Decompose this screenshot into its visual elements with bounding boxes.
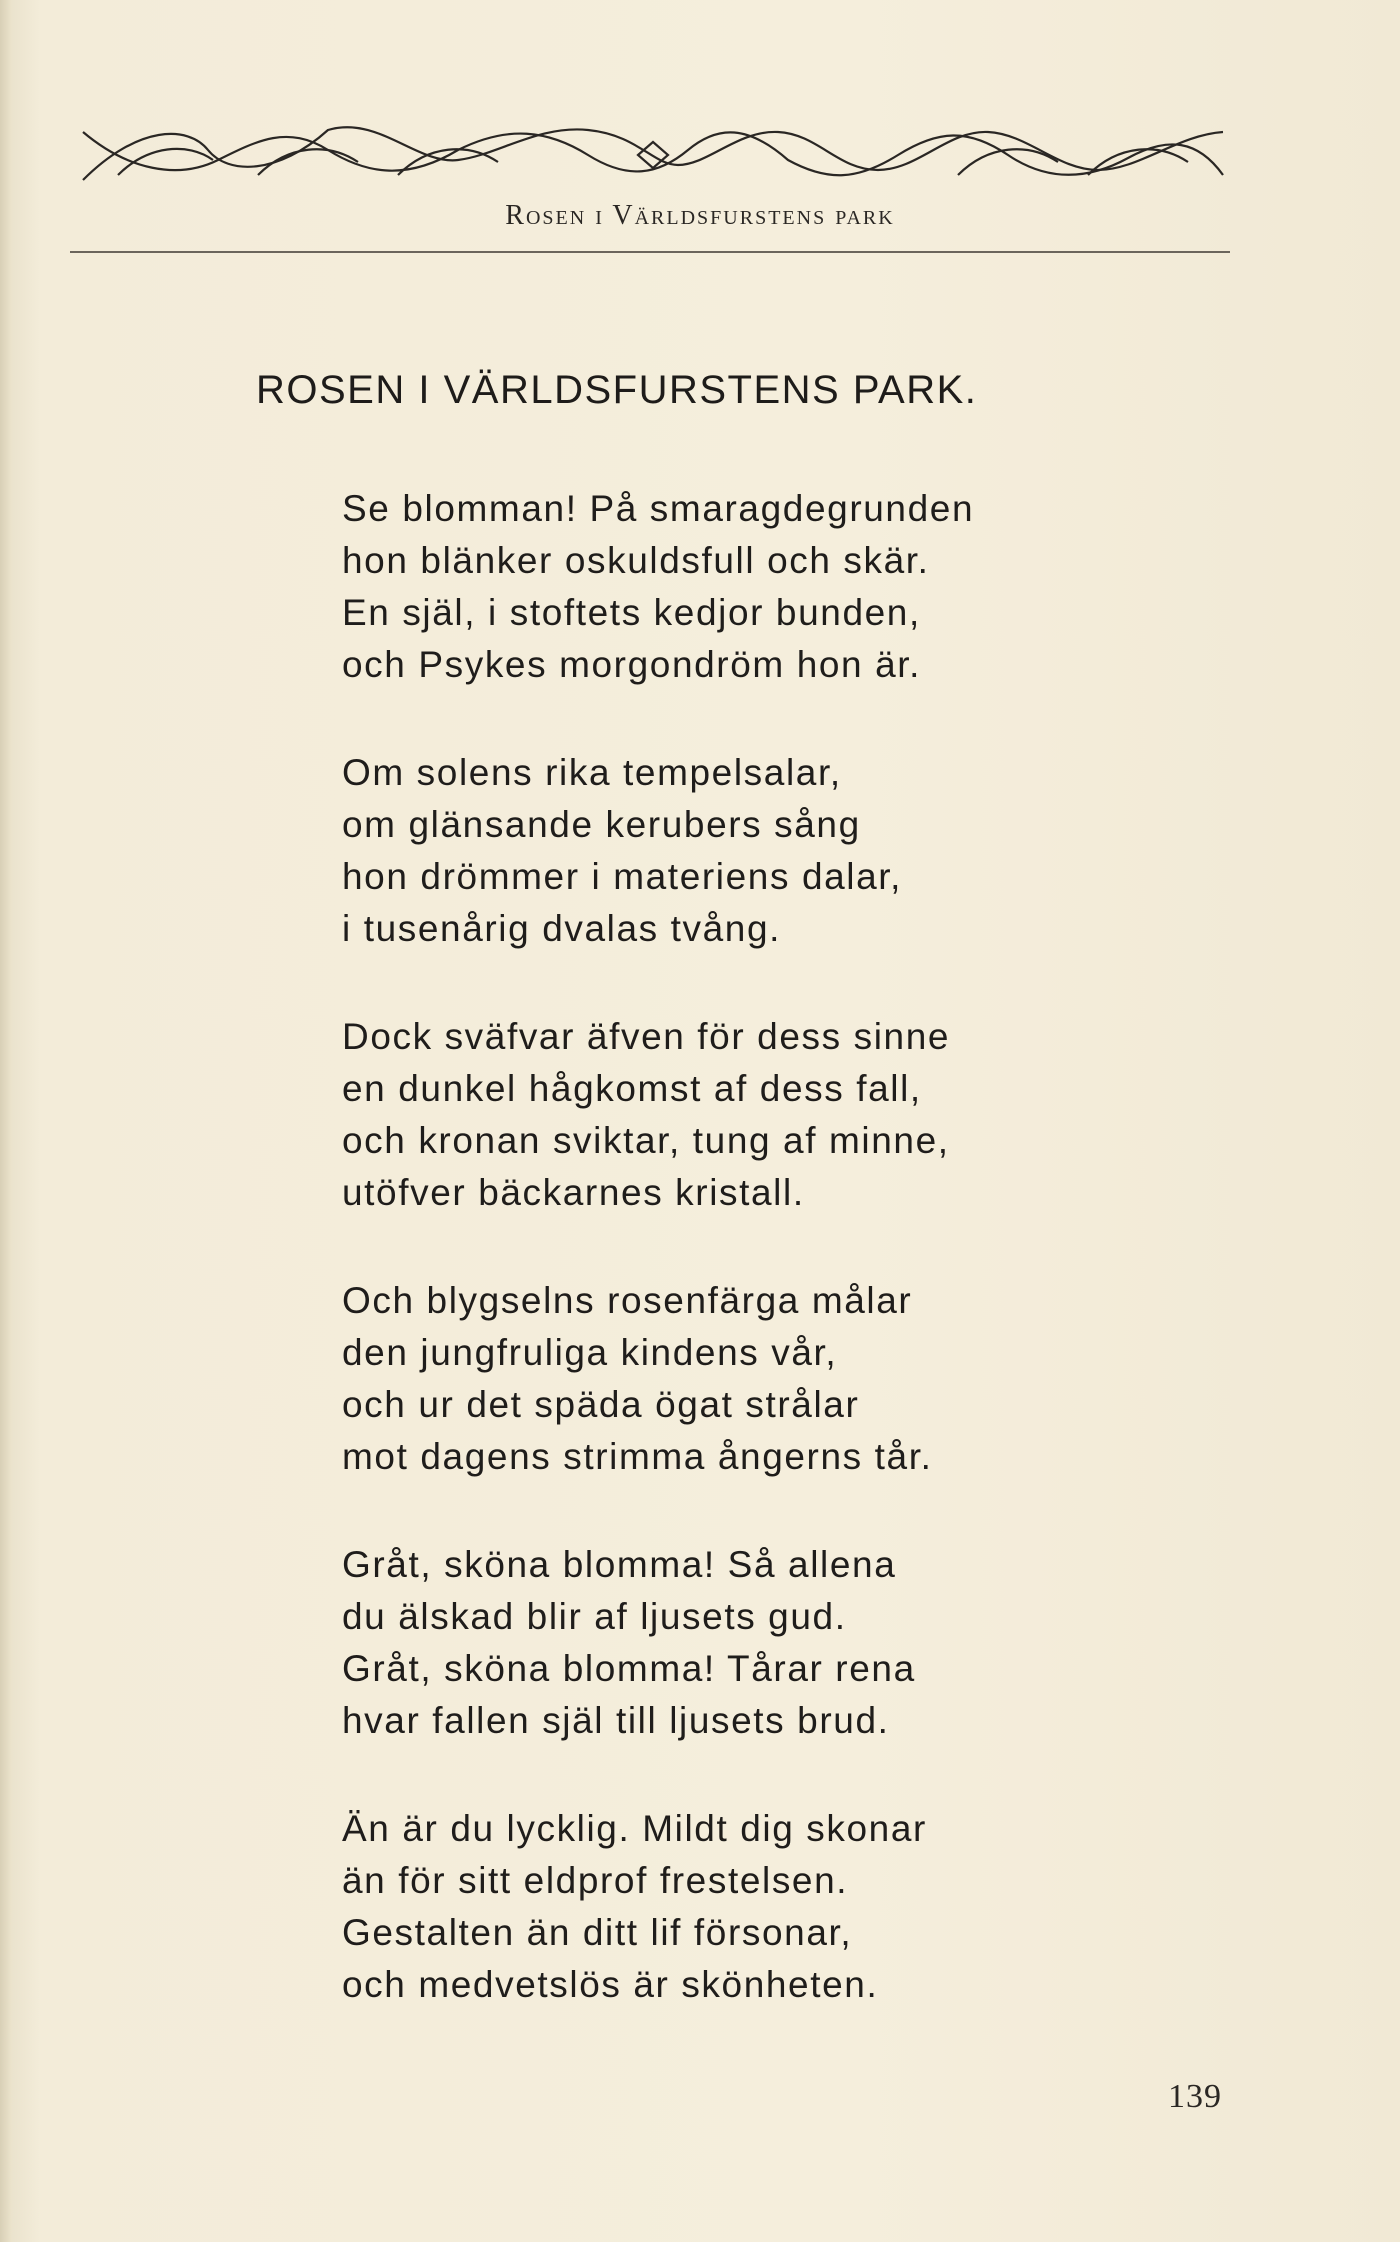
poem-line: och ur det späda ögat strålar [342, 1384, 860, 1425]
poem-line: i tusenårig dvalas tvång. [342, 908, 782, 949]
running-head-word3-rest: ärldsfurstens [634, 200, 827, 231]
poem-line: Om solens rika tempelsalar, [342, 752, 842, 793]
poem-line: den jungfruliga kindens vår, [342, 1332, 838, 1373]
running-head-word1-rest: osen [525, 200, 587, 231]
poem-line: Och blygselns rosenfärga målar [342, 1280, 913, 1321]
poem-line: Se blomman! På smaragdegrunden [342, 488, 975, 529]
header-rule [70, 251, 1230, 253]
running-head-word3-initial: V [612, 200, 635, 231]
poem-line: Gråt, sköna blomma! Så allena [342, 1544, 897, 1585]
stanza-1 [342, 483, 1162, 691]
poem-line: om glänsande kerubers sång [342, 804, 861, 845]
poem-line: En själ, i stoftets kedjor bunden, [342, 592, 921, 633]
poem-title: ROSEN I VÄRLDSFURSTENS PARK. [256, 368, 978, 412]
poem-line: och Psykes morgondröm hon är. [342, 644, 922, 685]
poem-line: Dock sväfvar äfven för dess sinne [342, 1016, 951, 1057]
running-head-word1-initial: R [505, 200, 526, 231]
stanza-5 [342, 1539, 1162, 1747]
poem-line: Gestalten än ditt lif försonar, [342, 1912, 853, 1953]
poem-line: mot dagens strimma ångerns tår. [342, 1436, 933, 1477]
stanza-4 [342, 1275, 1162, 1483]
poem-line: än för sitt eldprof frestelsen. [342, 1860, 849, 1901]
stanza-6 [342, 1803, 1162, 2011]
decorative-header-ornament [78, 120, 1228, 190]
poem-line: du älskad blir af ljusets gud. [342, 1596, 847, 1637]
page-spine-shadow [0, 0, 12, 2242]
poem-line: hvar fallen själ till ljusets brud. [342, 1700, 890, 1741]
poem-line: utöfver bäckarnes kristall. [342, 1172, 805, 1213]
poem-line: en dunkel hågkomst af dess fall, [342, 1068, 922, 1109]
poem-body [342, 483, 1162, 2067]
poem-line: och kronan sviktar, tung af minne, [342, 1120, 950, 1161]
stanza-3 [342, 1011, 1162, 1219]
running-head-word4: park [835, 200, 895, 231]
poem-line: hon drömmer i materiens dalar, [342, 856, 903, 897]
page-number: 139 [1168, 2078, 1222, 2115]
stanza-2 [342, 747, 1162, 955]
poem-line: och medvetslös är skönheten. [342, 1964, 879, 2005]
poem-line: hon blänker oskuldsfull och skär. [342, 540, 930, 581]
poem-line: Gråt, sköna blomma! Tårar rena [342, 1648, 916, 1689]
poem-line: Än är du lycklig. Mildt dig skonar [342, 1808, 927, 1849]
running-head-word2: i [595, 200, 604, 231]
running-head [0, 200, 1400, 232]
